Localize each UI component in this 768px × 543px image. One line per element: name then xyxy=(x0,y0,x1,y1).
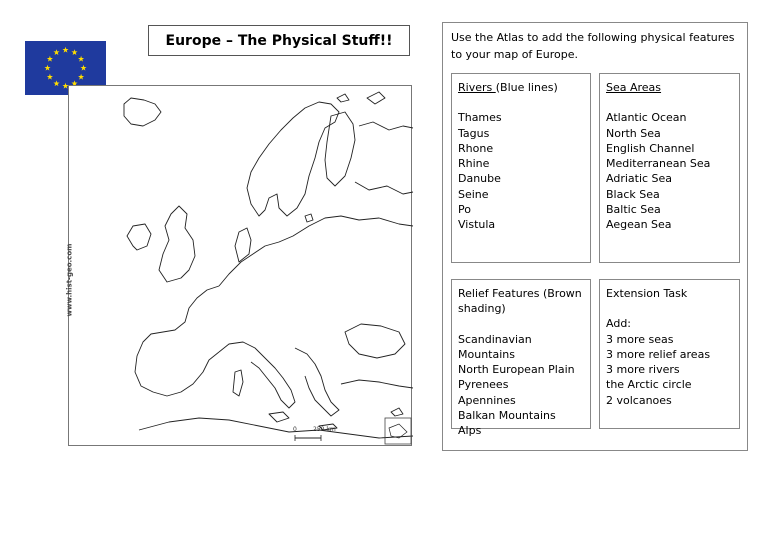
rivers-heading xyxy=(458,80,584,95)
map-scale-bar xyxy=(295,435,321,441)
page-title xyxy=(148,25,410,56)
extension-item: the Arctic circle xyxy=(606,378,692,392)
river-item: Rhone xyxy=(458,141,494,155)
europe-map-drawing xyxy=(69,86,413,447)
relief-heading: Relief Features (Brown shading) xyxy=(458,287,582,316)
relief-item: Pyrenees xyxy=(458,378,509,392)
sea-item: Mediterranean Sea xyxy=(606,157,711,171)
rivers-heading-rest: (Blue lines) xyxy=(495,81,558,94)
relief-item: Apennines xyxy=(458,393,516,407)
relief-features-card xyxy=(451,279,591,438)
sea-item: North Sea xyxy=(606,126,661,140)
extension-item: 2 volcanoes xyxy=(606,393,672,407)
page-title-text: Europe – The Physical Stuff!! xyxy=(165,32,393,49)
map-inset-box xyxy=(385,418,411,444)
europe-outline-map xyxy=(65,85,412,446)
river-item: Po xyxy=(458,203,471,217)
extension-heading: Extension Task xyxy=(606,287,688,300)
rivers-card xyxy=(451,73,591,263)
extension-item: 3 more relief areas xyxy=(606,347,711,361)
map-scale-zero: 0 xyxy=(293,426,297,433)
river-item: Danube xyxy=(458,172,501,186)
map-scale-label: 250 km xyxy=(313,426,336,433)
extension-item: 3 more rivers xyxy=(606,363,680,377)
sea-item: English Channel xyxy=(606,141,695,155)
instructions-text: Use the Atlas to add the following physical features to your map of Europe. xyxy=(451,31,735,61)
extension-item: 3 more seas xyxy=(606,332,674,346)
extension-add-label: Add: xyxy=(606,317,632,331)
sea-item: Adriatic Sea xyxy=(606,172,673,186)
map-watermark: www.hist-geo.com xyxy=(65,243,74,317)
relief-item: Balkan Mountains xyxy=(458,409,556,423)
river-item: Seine xyxy=(458,187,489,201)
task-panel xyxy=(442,22,748,451)
rivers-heading-underlined: Rivers xyxy=(458,81,496,94)
river-item: Tagus xyxy=(458,126,490,140)
sea-areas-card xyxy=(599,73,740,263)
sea-item: Baltic Sea xyxy=(606,203,661,217)
sea-areas-heading: Sea Areas xyxy=(606,81,662,94)
relief-item: Scandinavian Mountains xyxy=(458,332,532,361)
river-item: Thames xyxy=(458,111,502,125)
relief-item: North European Plain xyxy=(458,363,575,377)
sea-item: Aegean Sea xyxy=(606,218,672,232)
river-item: Vistula xyxy=(458,218,496,232)
relief-item: Alps xyxy=(458,424,482,438)
extension-task-card xyxy=(599,279,740,429)
sea-item: Atlantic Ocean xyxy=(606,111,687,125)
river-item: Rhine xyxy=(458,157,490,171)
sea-item: Black Sea xyxy=(606,187,660,201)
